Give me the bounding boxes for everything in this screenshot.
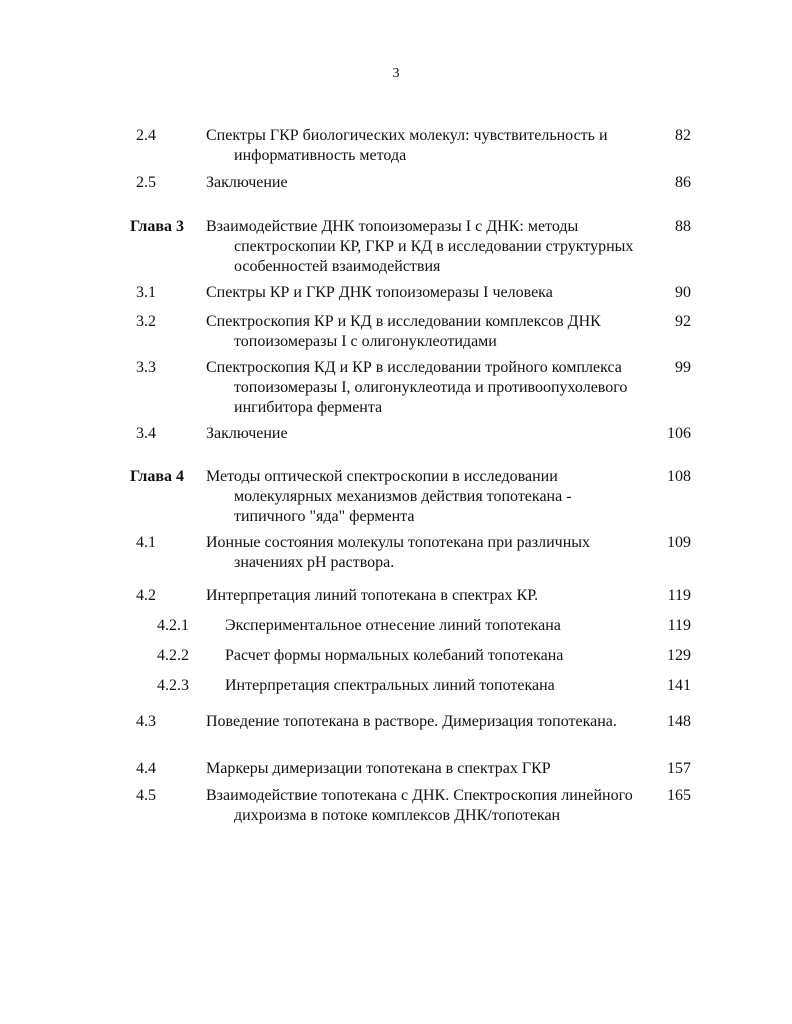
toc-entry-page: 141 — [667, 677, 691, 694]
toc-entry-title: Поведение топотекана в растворе. Димеризация топотекана. — [206, 713, 617, 730]
toc-entry-number: 4.2.1 — [157, 617, 189, 634]
toc-entry-title: Методы оптической спектроскопии в исследовании молекулярных механизмов действия топотекана - типичного "яда" фермента — [206, 468, 572, 525]
toc-entry-number: 2.5 — [136, 174, 156, 191]
toc-entry-number: Глава 4 — [130, 468, 184, 485]
toc-entry-title: Заключение — [206, 174, 288, 191]
toc-entry-number: 3.1 — [136, 284, 156, 301]
toc-entry-number: 4.2.2 — [157, 647, 189, 664]
toc-entry-page: 119 — [667, 617, 691, 634]
toc-entry-title: Спектры КР и ГКР ДНК топоизомеразы I человека — [206, 284, 553, 301]
toc-entry-number: 3.3 — [136, 359, 156, 376]
toc-entry-page: 88 — [675, 218, 691, 235]
toc-entry-page: 92 — [675, 313, 691, 330]
toc-entry-title: Спектроскопия КР и КД в исследовании комплексов ДНК топоизомеразы I с олигонуклеотидами — [206, 313, 601, 350]
toc-entry-title: Заключение — [206, 425, 288, 442]
toc-entry-number: 2.4 — [136, 127, 156, 144]
toc-entry-title: Взаимодействие топотекана с ДНК. Спектроскопия линейного дихроизма в потоке комплексов ДНК/топотекан — [206, 787, 633, 824]
toc-entry-page: 109 — [667, 534, 691, 551]
toc-entry-number: 4.2 — [136, 587, 156, 604]
toc-entry-number: 4.1 — [136, 534, 156, 551]
toc-entry-number: 3.4 — [136, 425, 156, 442]
toc-entry-title: Спектроскопия КД и КР в исследовании тройного комплекса топоизомеразы I, олигонуклеотида и противоопухолевого ингибитора фермента — [206, 359, 628, 416]
toc-entry-number: 3.2 — [136, 313, 156, 330]
toc-entry-number: 4.3 — [136, 713, 156, 730]
toc-entry-page: 148 — [667, 713, 691, 730]
toc-entry-page: 108 — [667, 468, 691, 485]
toc-entry-page: 90 — [675, 284, 691, 301]
toc-entry-page: 129 — [667, 647, 691, 664]
toc-entry-title: Ионные состояния молекулы топотекана при различных значениях pH раствора. — [206, 534, 591, 571]
toc-entry-title: Расчет формы нормальных колебаний топотекана — [225, 647, 564, 664]
toc-entry-title: Интерпретация линий топотекана в спектрах КР. — [206, 587, 539, 604]
toc-entry-title: Маркеры димеризации топотекана в спектрах ГКР — [206, 760, 551, 777]
toc-entry-page: 82 — [675, 127, 691, 144]
toc-entry-title: Спектры ГКР биологических молекул: чувствительность и информативность метода — [206, 127, 608, 164]
toc-entry-page: 165 — [667, 787, 691, 804]
toc-entry-title: Экспериментальное отнесение линий топотекана — [225, 617, 561, 634]
toc-entry-number: Глава 3 — [130, 218, 184, 235]
toc-entry-page: 106 — [667, 425, 691, 442]
toc-entry-page: 157 — [667, 760, 691, 777]
toc-entry-number: 4.2.3 — [157, 677, 189, 694]
toc-entry-number: 4.4 — [136, 760, 156, 777]
toc-entry-page: 86 — [675, 174, 691, 191]
toc-entry-page: 99 — [675, 359, 691, 376]
toc-entry-page: 119 — [667, 587, 691, 604]
page-number: 3 — [392, 66, 400, 81]
toc-entry-title: Взаимодействие ДНК топоизомеразы I с ДНК: методы спектроскопии КР, ГКР и КД в исследовании структурных особенностей взаимодействия — [206, 218, 634, 275]
toc-entry-number: 4.5 — [136, 787, 156, 804]
toc-entry-title: Интерпретация спектральных линий топотекана — [225, 677, 555, 694]
